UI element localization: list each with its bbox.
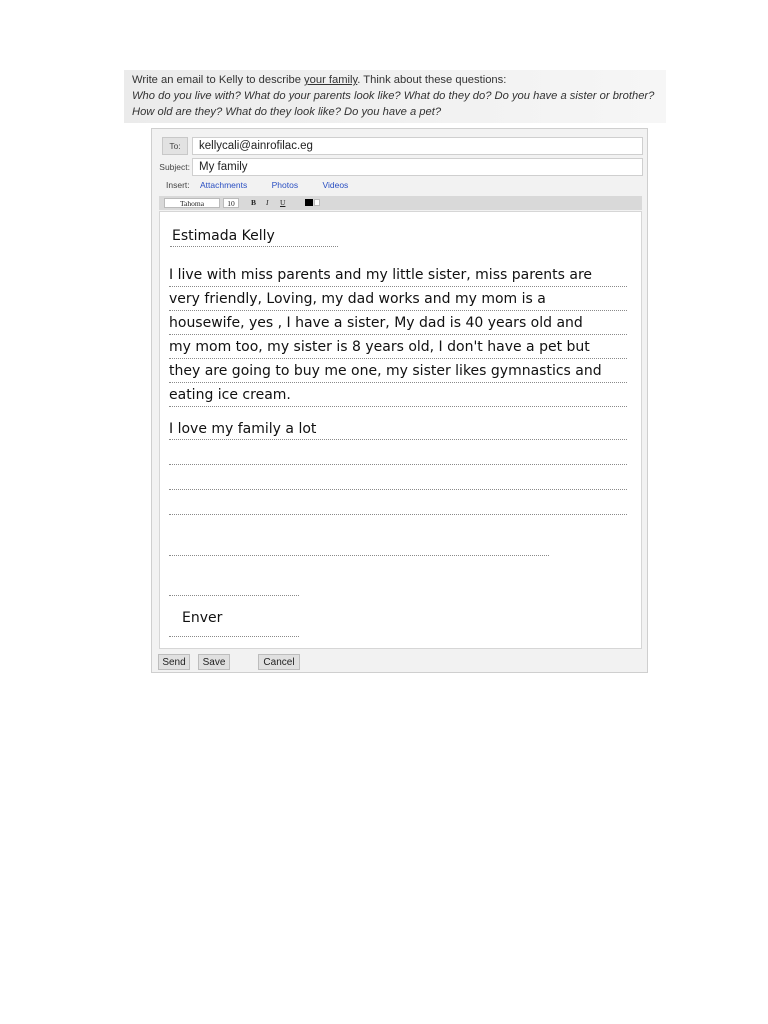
greeting: Estimada Kelly [172,228,275,244]
instruction-line-2: Who do you live with? What do your parents look like? What do they do? Do you have a sister or brother? [132,90,655,102]
dotted-line [169,334,627,335]
letter-line-2: very friendly, Loving, my dad works and my mom is a [169,291,546,307]
your-family-underline: your family [304,74,358,86]
save-button[interactable]: Save [198,654,230,670]
dotted-line [169,310,627,311]
font-select[interactable]: Tahoma [164,198,220,208]
text-color-swatch[interactable] [305,199,313,206]
dotted-line [169,439,627,440]
bold-button[interactable]: B [251,198,257,207]
email-compose-form [151,128,648,673]
instructions [124,70,666,123]
signature: Enver [182,610,223,626]
to-field[interactable]: kellycali@ainrofilac.eg [192,137,643,155]
subject-field[interactable]: My family [192,158,643,176]
letter-line-1: I live with miss parents and my little sister, miss parents are [169,267,593,283]
letter-line-6: eating ice cream. [169,387,291,403]
dotted-line [170,246,338,247]
italic-button[interactable]: I [266,198,269,207]
attachments-link[interactable]: Attachments [200,180,248,190]
cancel-button[interactable]: Cancel [258,654,300,670]
background-color-swatch[interactable] [314,199,320,206]
dotted-line [169,595,299,596]
dotted-line [169,555,549,556]
letter-line-5: they are going to buy me one, my sister likes gymnastics and [169,363,602,379]
letter-line-3: housewife, yes , I have a sister, My dad is 40 years old and [169,315,583,331]
instruction-line-3: How old are they? What do they look like? Do you have a pet? [132,106,442,118]
dotted-line [169,636,299,637]
closing-line: I love my family a lot [169,421,317,437]
dotted-line [169,489,627,490]
dotted-line [169,286,627,287]
dotted-line [169,406,627,407]
formatting-toolbar [159,196,642,210]
to-label: To: [162,137,188,155]
underline-button[interactable]: U [280,198,286,207]
dotted-line [169,464,627,465]
dotted-line [169,358,627,359]
subject-label: Subject: [159,162,190,172]
photos-link[interactable]: Photos [271,180,299,190]
dotted-line [169,382,627,383]
letter-line-4: my mom too, my sister is 8 years old, I don't have a pet but [169,339,590,355]
message-body[interactable] [159,211,642,649]
font-size-select[interactable]: 10 [223,198,239,208]
insert-row [166,180,362,190]
dotted-line [169,514,627,515]
instruction-line-1: Write an email to Kelly to describe your family. Think about these questions: [132,74,507,86]
send-button[interactable]: Send [158,654,190,670]
videos-link[interactable]: Videos [322,180,349,190]
insert-label: Insert: [166,180,190,190]
